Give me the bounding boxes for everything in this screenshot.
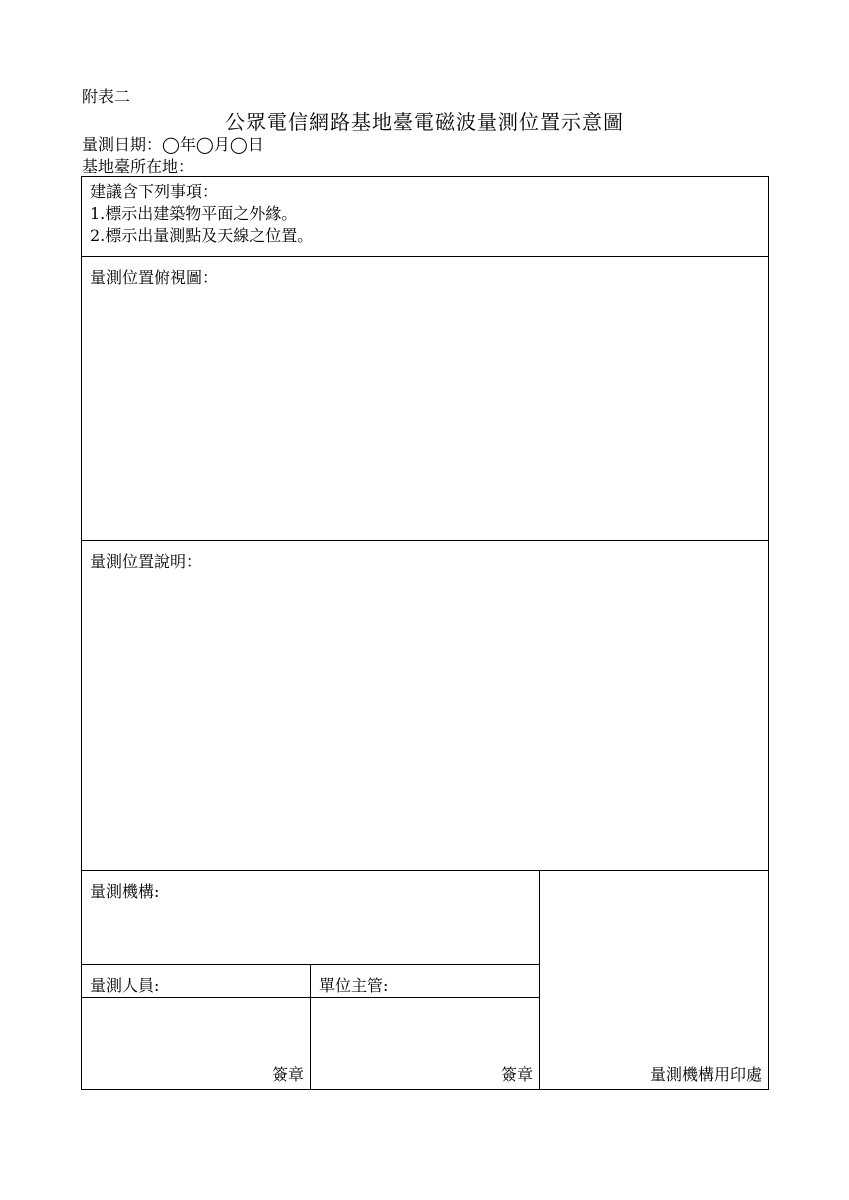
description-area[interactable]	[82, 541, 768, 870]
measurement-form	[81, 176, 769, 1090]
supervisor-label: 單位主管:	[319, 976, 389, 995]
note-item-1: 1.標示出建築物平面之外緣。	[90, 204, 298, 223]
description-label: 量測位置說明：	[90, 552, 203, 571]
personnel-header-cell	[82, 965, 310, 997]
personnel-sign-label: 簽章	[271, 1065, 304, 1084]
seal-field[interactable]	[540, 871, 768, 1089]
appendix-label: 附表二	[82, 87, 131, 106]
notes-heading: 建議含下列事項：	[90, 182, 219, 201]
personnel-label: 量測人員:	[90, 976, 160, 995]
personnel-signature-field[interactable]	[82, 998, 310, 1089]
top-view-area[interactable]	[82, 257, 768, 540]
top-view-label: 量測位置俯視圖：	[90, 268, 219, 287]
seal-label: 量測機構用印處	[649, 1065, 762, 1084]
measurement-date-line: 量測日期：◯年◯月◯日	[82, 135, 264, 154]
agency-label: 量測機構:	[90, 882, 160, 901]
agency-field[interactable]	[82, 871, 539, 964]
supervisor-sign-label: 簽章	[500, 1065, 533, 1084]
note-item-2: 2.標示出量測點及天線之位置。	[90, 226, 314, 245]
notes-block	[90, 181, 313, 247]
page-title: 公眾電信網路基地臺電磁波量測位置示意圖	[225, 110, 624, 134]
supervisor-signature-field[interactable]	[311, 998, 539, 1089]
supervisor-header-cell	[311, 965, 539, 997]
notes-section	[82, 177, 768, 256]
station-location-line: 基地臺所在地：	[82, 157, 195, 176]
